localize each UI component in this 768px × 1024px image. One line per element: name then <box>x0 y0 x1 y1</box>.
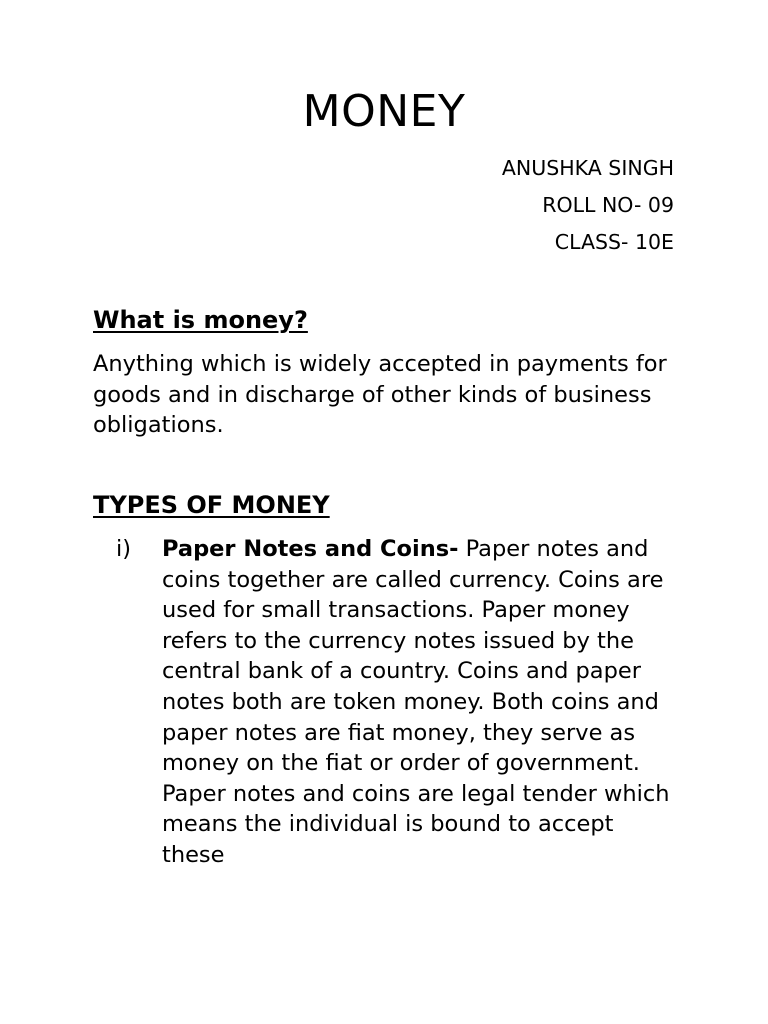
section-heading-types-of-money: TYPES OF MONEY <box>93 491 330 519</box>
author-info <box>502 150 674 261</box>
section-heading-what-is-money: What is money? <box>93 306 308 334</box>
document-title: MONEY <box>302 86 466 137</box>
list-item-term: Paper Notes and Coins- <box>162 536 459 562</box>
money-definition-paragraph: Anything which is widely accepted in payments for goods and in discharge of other kinds of business obligations. <box>93 351 667 439</box>
author-name: ANUSHKA SINGH <box>501 156 674 180</box>
list-item-text <box>162 534 682 871</box>
list-marker: i) <box>116 536 132 562</box>
class-label: CLASS- 10E <box>554 230 674 254</box>
roll-number: ROLL NO- 09 <box>542 193 674 217</box>
list-item-description: Paper notes and coins together are called currency. Coins are used for small transactions. Paper money refers to the currency notes issued by the central bank of a country. Coins and paper notes both are token money. Both coins and paper notes are fiat money, they serve as money on the fiat or order of government. Paper notes and coins are legal tender which means the individual is bound to accept these <box>162 536 670 868</box>
